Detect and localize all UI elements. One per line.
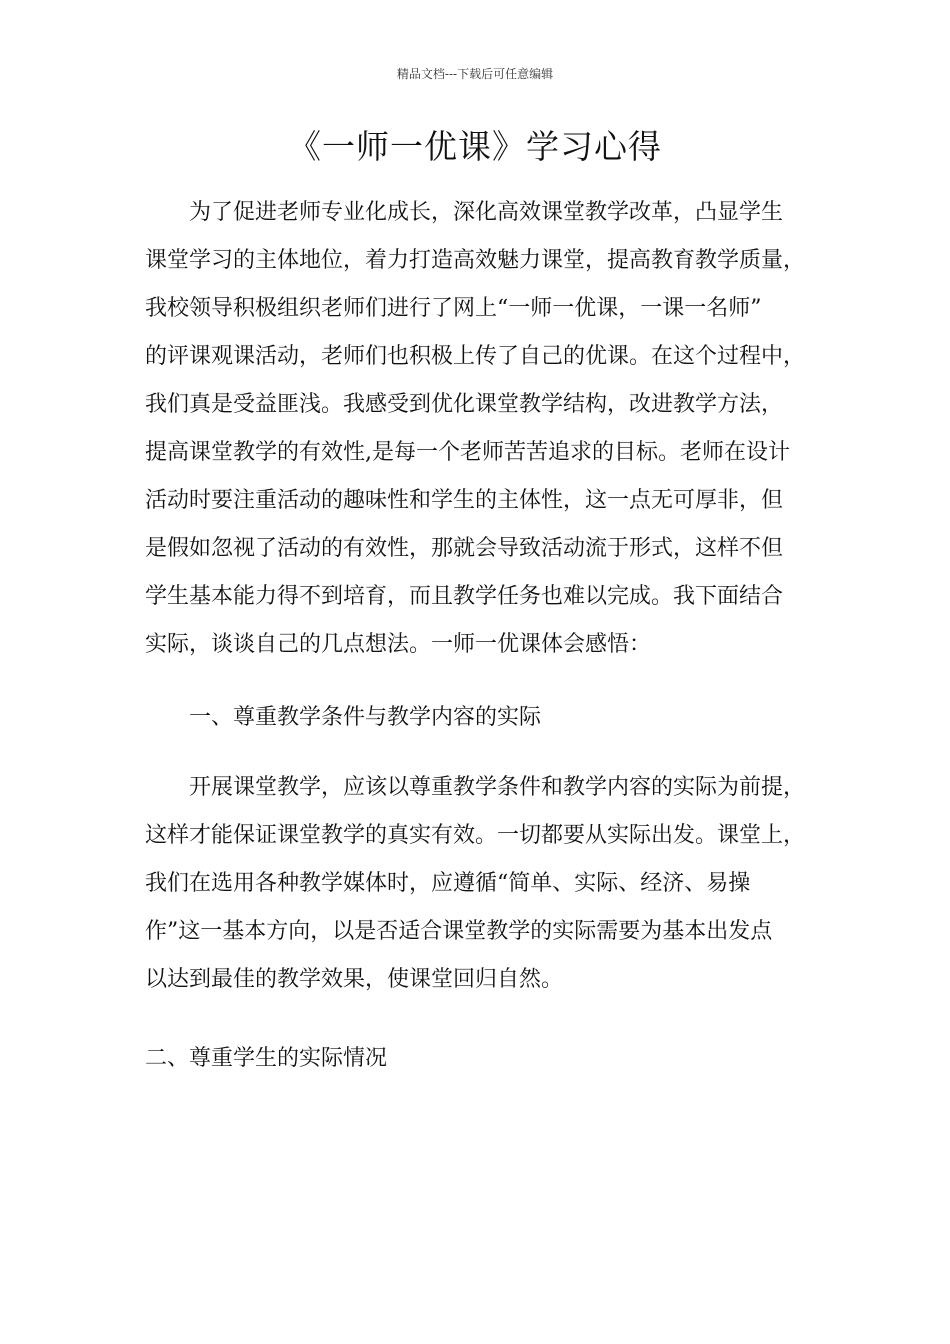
paragraph-1-line-7: 活动时要注重活动的趣味性和学生的主体性，这一点无可厚非，但	[145, 488, 784, 513]
paragraph-2-line-2: 这样才能保证课堂教学的真实有效。一切都要从实际出发。课堂上，	[145, 823, 806, 848]
paragraph-1-line-3: 我校领导积极组织老师们进行了网上“一师一优课，一课一名师”	[145, 296, 762, 321]
page-header: 精品文档---下载后可任意编辑	[396, 67, 554, 81]
paragraph-1-line-5: 我们真是受益匪浅。我感受到优化课堂教学结构，改进教学方法，	[145, 392, 784, 417]
document-title: 《一师一优课》学习心得	[288, 127, 662, 166]
paragraph-1-line-10: 实际，谈谈自己的几点想法。一师一优课体会感悟：	[145, 632, 652, 657]
paragraph-2-line-4: 作”这一基本方向，以是否适合课堂教学的实际需要为基本出发点	[145, 919, 773, 944]
paragraph-1-line-4: 的评课观课活动，老师们也积极上传了自己的优课。在这个过程中，	[145, 344, 806, 369]
paragraph-1-line-8: 是假如忽视了活动的有效性，那就会导致活动流于形式，这样不但	[145, 536, 784, 561]
paragraph-2-line-5: 以达到最佳的教学效果，使课堂回归自然。	[145, 967, 564, 992]
paragraph-1-line-1: 为了促进老师专业化成长，深化高效课堂教学改革，凸显学生	[189, 200, 784, 225]
section-heading-1: 一、尊重教学条件与教学内容的实际	[189, 705, 542, 730]
paragraph-1-line-6: 提高课堂教学的有效性,是每一个老师苦苦追求的目标。老师在设计	[145, 440, 790, 465]
paragraph-2-line-1: 开展课堂教学，应该以尊重教学条件和教学内容的实际为前提，	[189, 775, 806, 800]
paragraph-2-line-3: 我们在选用各种教学媒体时，应遵循“简单、实际、经济、易操	[145, 871, 751, 896]
paragraph-1-line-9: 学生基本能力得不到培育，而且教学任务也难以完成。我下面结合	[145, 584, 784, 609]
paragraph-1-line-2: 课堂学习的主体地位，着力打造高效魅力课堂，提高教育教学质量，	[145, 248, 806, 273]
section-heading-2: 二、尊重学生的实际情况	[145, 1046, 388, 1071]
